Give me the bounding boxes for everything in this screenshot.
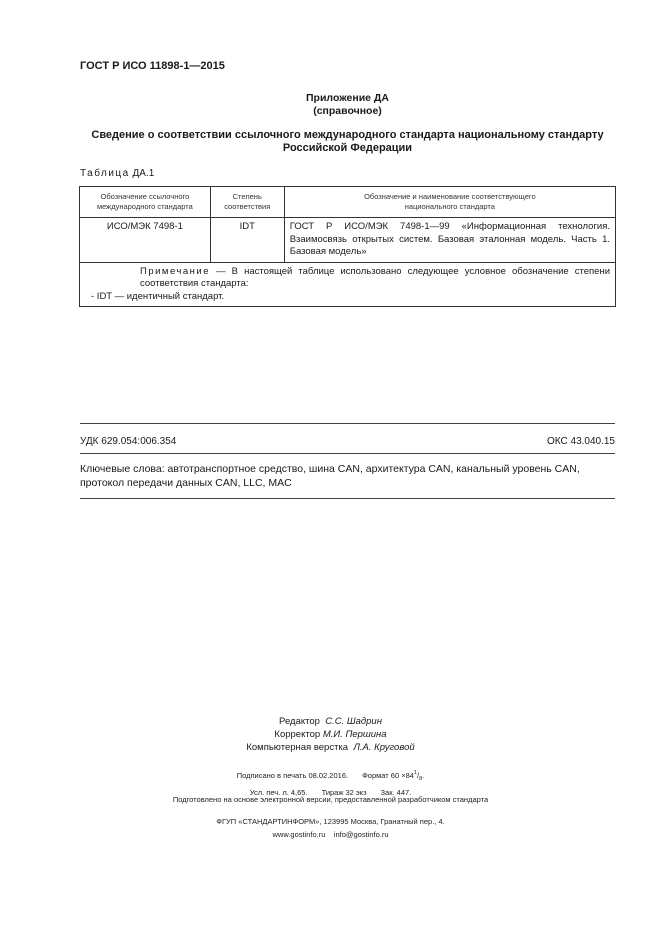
editor-line: Редактор С.С. Шадрин	[279, 716, 382, 727]
section-title	[80, 129, 615, 155]
appendix-title: Приложение ДА	[306, 92, 389, 104]
appendix-type: (справочное)	[313, 105, 382, 117]
publisher-info	[0, 815, 661, 841]
layout-line: Компьютерная верстка Л.А. Круговой	[246, 742, 415, 753]
table-row	[80, 218, 616, 263]
publisher-contacts	[0, 828, 661, 841]
publisher-email[interactable]: info@gostinfo.ru	[333, 830, 389, 839]
table-caption	[80, 168, 154, 179]
format: Формат $60 \times 84^1/_8$.	[362, 770, 425, 782]
section-title-line1: Сведение о соответствии ссылочного международного стандарта национальному стандарту	[91, 129, 604, 141]
preparation-basis: Подготовлено на основе электронной версии, предоставленной разработчиком стандарта	[172, 795, 489, 804]
appendix-heading	[80, 92, 615, 118]
divider-middle	[80, 453, 615, 454]
note-item: - IDT — идентичный стандарт.	[91, 290, 225, 302]
divider-top	[80, 423, 615, 424]
cell-intl-standard: ИСО/МЭК 7498-1	[80, 218, 211, 263]
header-degree: Степень соответствия	[210, 187, 284, 218]
note-label: Примечание	[140, 265, 210, 277]
header-intl-standard: Обозначение ссылочного международного стандарта	[80, 187, 211, 218]
table-caption-number: ДА.1	[132, 168, 155, 179]
table-note	[80, 262, 616, 307]
correspondence-table	[79, 186, 616, 307]
divider-bottom	[80, 498, 615, 499]
cell-national-standard: ГОСТ Р ИСО/МЭК 7498-1—99 «Информационная технология. Взаимосвязь открытых систем. Базовая эталонная модель. Часть 1. Базовая модель»	[284, 218, 615, 263]
cell-degree: IDT	[210, 218, 284, 263]
publisher-website[interactable]: www.gostinfo.ru	[272, 830, 326, 839]
printed-sheets: Усл. печ. л. 4,65.	[249, 788, 308, 797]
publisher-address: ФГУП «СТАНДАРТИНФОРМ», 123995 Москва, Гранатный пер., 4.	[216, 817, 445, 826]
circulation: Тираж 32 экз	[321, 788, 367, 797]
table-note-row	[80, 262, 616, 307]
section-title-line2: Российской Федерации	[282, 142, 413, 154]
keywords: Ключевые слова: автотранспортное средство, шина CAN, архитектура CAN, канальный уровень CAN, протокол передачи данных CAN, LLC, MAC	[80, 463, 580, 489]
signed-date: Подписано в печать 08.02.2016.	[236, 771, 349, 780]
layout-name: Л.А. Круговой	[353, 742, 415, 753]
corrector-line: Корректор М.И. Першина	[274, 729, 387, 740]
table-caption-word: Таблица	[80, 168, 130, 179]
udc-code: УДК 629.054:006.354	[80, 436, 177, 447]
document-code: ГОСТ Р ИСО 11898-1—2015	[80, 60, 225, 72]
header-national-standard: Обозначение и наименование соответствующего национального стандарта	[284, 187, 615, 218]
corrector-name: М.И. Першина	[322, 729, 387, 740]
order-number: Зак. 447.	[380, 788, 412, 797]
publication-line1	[0, 766, 661, 786]
note-text: Примечание — В настоящей таблице использовано следующее условное обозначение степени соответствия стандарта:	[140, 265, 610, 289]
table-header-row	[80, 187, 616, 218]
credits-block	[0, 715, 661, 754]
oks-code: ОКС 43.040.15	[547, 436, 615, 447]
editor-name: С.С. Шадрин	[325, 716, 382, 727]
